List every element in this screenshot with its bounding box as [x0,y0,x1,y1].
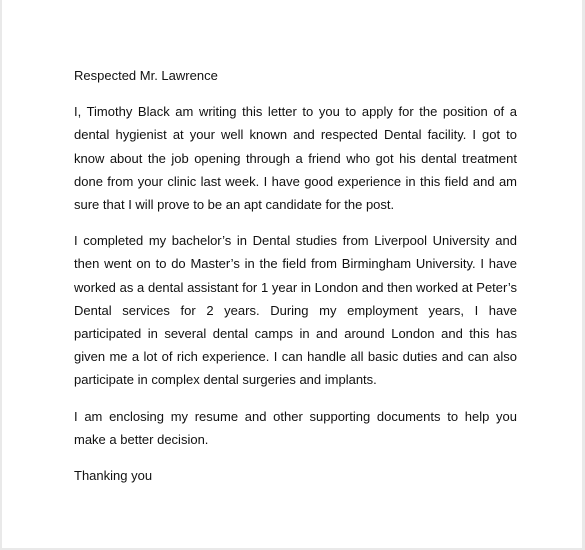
paragraph-introduction: I, Timothy Black am writing this letter to you to apply for the position of a dental hygienist at your well known and respected Dental facility. I got to know about the job opening through a friend who got his dental treatment done from your clinic last week. I have good experience in this field and am sure that I will prove to be an apt candidate for the post. [74,104,517,213]
letter-body [74,64,517,487]
letter-page [2,0,582,548]
paragraph-enclosure: I am enclosing my resume and other supporting documents to help you make a better decision. [74,408,517,447]
salutation: Respected Mr. Lawrence [74,68,218,83]
paragraph-qualifications: I completed my bachelor’s in Dental studies from Liverpool University and then went on to do Master’s in the field from Birmingham University. I have worked as a dental assistant for 1 year in London and then worked at Peter’s Dental services for 2 years. During my employment years, I have participated in several dental camps in and around London and this has given me a lot of rich experience. I can handle all basic duties and can also participate in complex dental surgeries and implants. [74,233,517,388]
closing: Thanking you [74,468,153,484]
